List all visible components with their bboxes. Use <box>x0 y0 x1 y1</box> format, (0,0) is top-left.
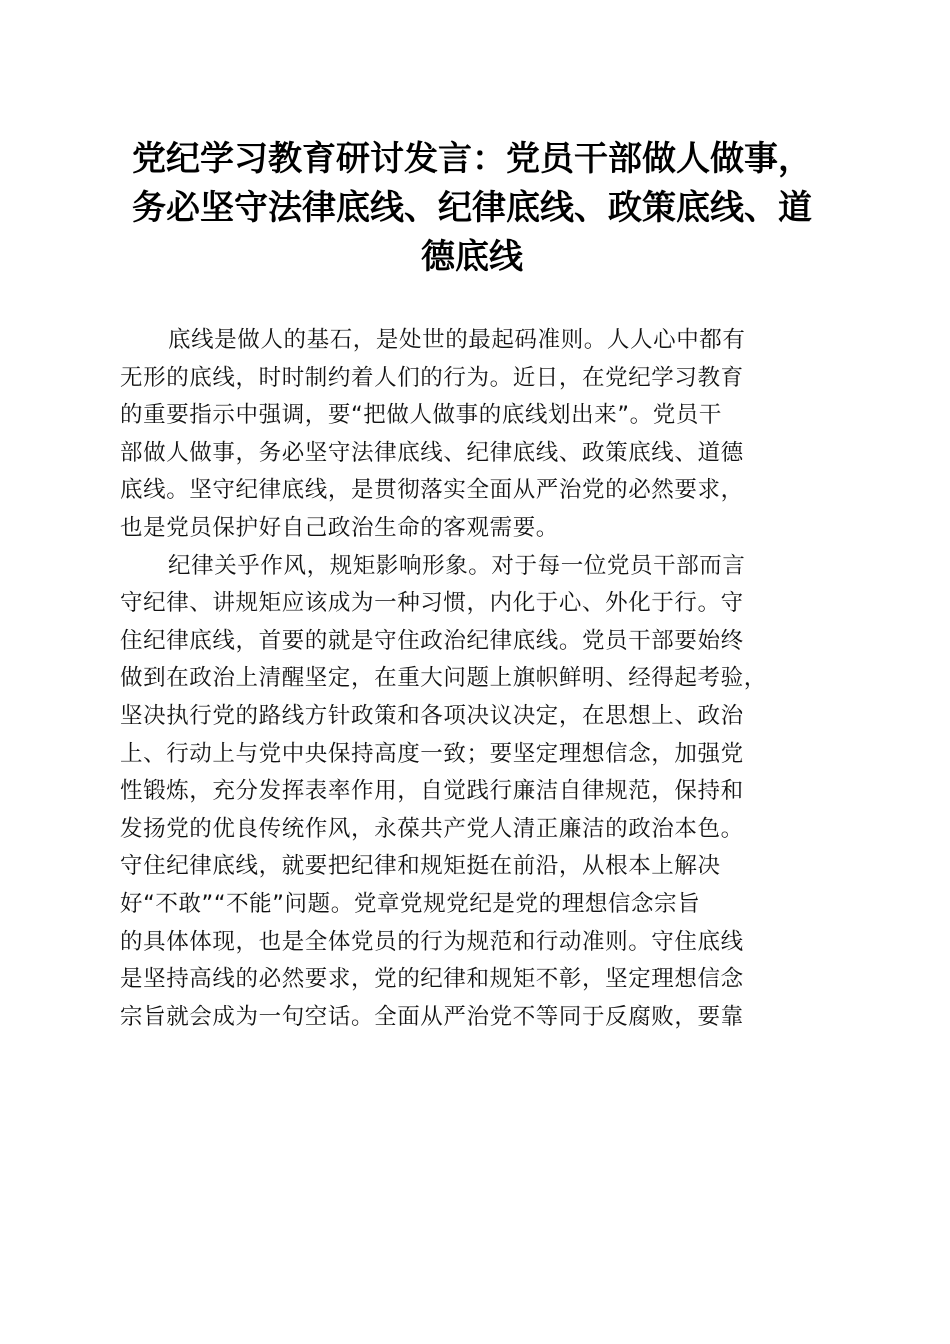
paragraph-line: 也是党员保护好自己政治生命的客观需要。 <box>120 514 559 541</box>
paragraph-line: 的重要指示中强调，要“把做人做事的底线划出来”。党员干 <box>120 402 723 429</box>
document-body <box>120 322 840 1036</box>
paragraph-line: 底线是做人的基石，是处世的最起码准则。人人心中都有 <box>168 327 746 353</box>
paragraph-line: 宗旨就会成为一句空话。全面从严治党不等同于反腐败，要靠 <box>120 1003 744 1030</box>
paragraph-line: 上、行动上与党中央保持高度一致；要坚定理想信念，加强党 <box>120 740 744 767</box>
paragraph-line: 坚决执行党的路线方针政策和各项决议决定，在思想上、政治 <box>120 702 744 729</box>
paragraph-line: 发扬党的优良传统作风，永葆共产党人清正廉洁的政治本色。 <box>120 815 744 842</box>
paragraph-line: 无形的底线，时时制约着人们的行为。近日，在党纪学习教育 <box>120 364 744 391</box>
paragraph-1 <box>120 322 840 548</box>
title-line: 务必坚守法律底线、纪律底线、政策底线、道 <box>132 188 812 228</box>
paragraph-line: 底线。坚守纪律底线，是贯彻落实全面从严治党的必然要求， <box>120 477 744 504</box>
paragraph-line: 性锻炼，充分发挥表率作用，自觉践行廉洁自律规范，保持和 <box>120 778 744 805</box>
paragraph-2 <box>120 548 840 1037</box>
paragraph-line: 纪律关乎作风，规矩影响形象。对于每一位党员干部而言 <box>168 552 746 579</box>
paragraph-line: 做到在政治上清醒坚定，在重大问题上旗帜鲜明、经得起考验， <box>120 665 767 692</box>
paragraph-line: 住纪律底线，首要的就是守住政治纪律底线。党员干部要始终 <box>120 627 744 654</box>
paragraph-line: 守住纪律底线，就要把纪律和规矩挺在前沿，从根本上解决 <box>120 853 721 880</box>
title-line: 德底线 <box>421 237 523 277</box>
title-line: 党纪学习教育研讨发言：党员干部做人做事， <box>132 139 812 179</box>
paragraph-line: 的具体体现，也是全体党员的行为规范和行动准则。守住底线 <box>120 928 744 955</box>
document-title <box>112 135 832 282</box>
paragraph-line: 好“不敢”“不能”问题。党章党规党纪是党的理想信念宗旨 <box>120 890 701 917</box>
paragraph-line: 是坚持高线的必然要求，党的纪律和规矩不彰，坚定理想信念 <box>120 966 744 993</box>
paragraph-line: 守纪律、讲规矩应该成为一种习惯，内化于心、外化于行。守 <box>120 590 744 617</box>
paragraph-line: 部做人做事，务必坚守法律底线、纪律底线、政策底线、道德 <box>120 439 744 466</box>
